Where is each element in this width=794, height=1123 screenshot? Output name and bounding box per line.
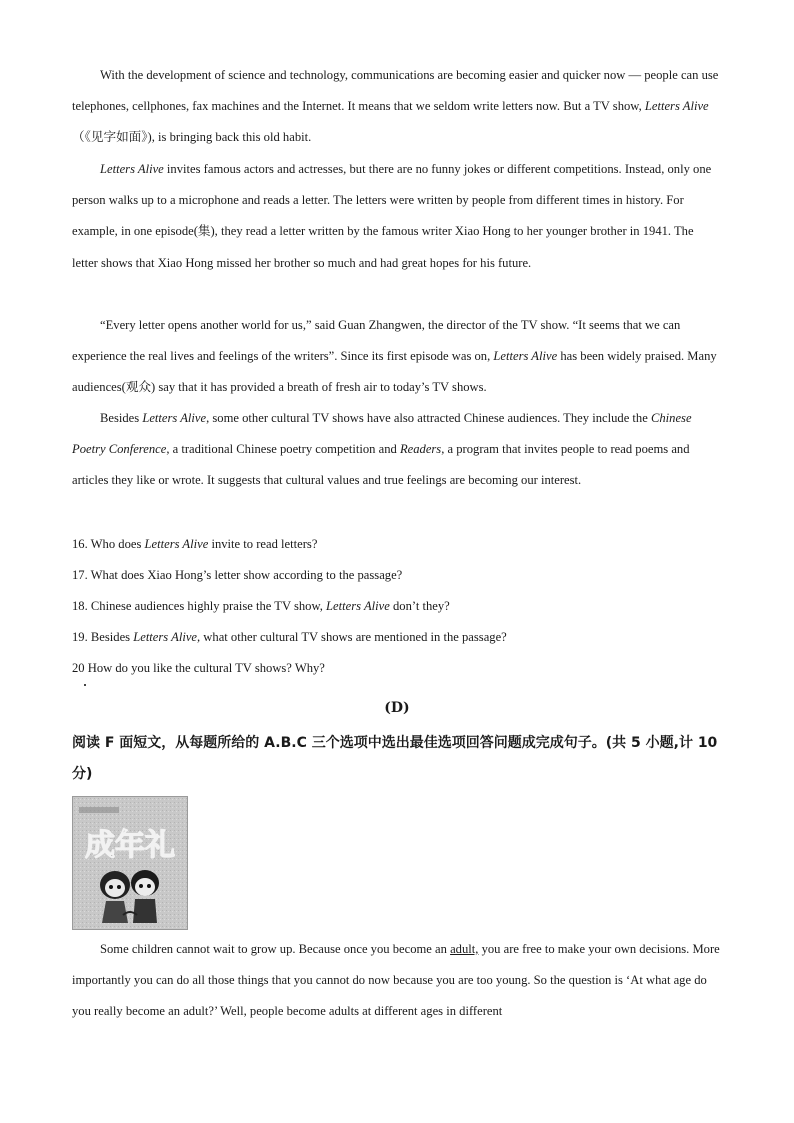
section-d-heading: (D): [384, 700, 410, 716]
question-text: 17. What does Xiao Hong’s letter show according to the passage?: [72, 568, 403, 582]
paragraph-text: , some other cultural TV shows have also attracted Chinese audiences. They include the: [206, 411, 651, 425]
question-text: don’t they?: [389, 599, 450, 613]
question-text: 18. Chinese audiences highly praise the TV show,: [72, 599, 327, 613]
question-18: [72, 599, 450, 614]
paragraph-text: Besides: [100, 411, 143, 425]
paragraph-text: （《见字如面》), is bringing back this old habit.: [72, 130, 312, 145]
show-title: Readers: [399, 442, 442, 457]
question-19: [72, 630, 507, 645]
underlined-word: adult,: [450, 942, 479, 956]
question-text: 20 How do you like the cultural TV shows? Why?: [72, 661, 325, 675]
passage-c-paragraph-4: [72, 403, 722, 497]
question-text: 19. Besides: [72, 630, 134, 644]
passage-c-paragraph-1: [72, 60, 722, 154]
image-caption: 成年礼: [85, 828, 175, 863]
paragraph-text: , a program that invites people to read poems and articles they like or wrote. It suggests that cultural values and true feelings are becoming our interest.: [72, 442, 690, 488]
show-title: Letters Alive: [644, 99, 709, 114]
paragraph-text: invites famous actors and actresses, but there are no funny jokes or different competitions. Instead, only one person walks up to a microphone and reads a letter. The letters were written by people from different times in history. For example, in one episode(集), they read a letter written by the famous writer Xiao Hong to her younger brother in 1941. The letter shows that Xiao Hong missed her brother so much and had great hopes for his future.: [72, 162, 712, 270]
paragraph-text: “Every letter opens another world for us,” said Guan Zhangwen, the director of the TV show. “It seems that we can experience the real lives and feelings of the writers”. Since its first episode was on,: [72, 318, 681, 364]
cartoon-couple-illustration: [73, 797, 187, 929]
show-title: Letters Alive: [142, 411, 207, 425]
coming-of-age-image: [72, 796, 188, 930]
show-title: Letters Alive,: [133, 630, 201, 644]
show-title: Letters Alive: [493, 349, 558, 364]
passage-d-paragraph-1: [72, 934, 722, 1028]
question-17: [72, 568, 402, 583]
show-title: Chinese Poetry Conference: [72, 411, 692, 457]
paragraph-text: , a traditional Chinese poetry competition and: [166, 442, 400, 457]
paragraph-text: Some children cannot wait to grow up. Because once you become an: [100, 942, 451, 956]
show-title: Letters Alive: [326, 599, 390, 613]
show-title: Letters Alive: [144, 537, 209, 551]
stray-mark: [84, 684, 86, 686]
question-text: 16. Who does: [72, 537, 145, 551]
question-text: invite to read letters?: [208, 537, 318, 551]
paragraph-text: you are free to make your own decisions. More importantly you can do all those things that you cannot do now because you are too young. So the question is ‘At what age do you really become an adult?’ Well, people become adults at different ages in different: [72, 942, 720, 1019]
section-d-instructions: 阅读 F 面短文，从每题所给的 A.B.C 三个选项中选出最佳选项回答问题成完成句子。(共 5 小题,计 10 分): [72, 735, 718, 782]
passage-c-paragraph-3: [72, 310, 722, 404]
show-title: Letters Alive: [100, 162, 164, 176]
question-16: [72, 537, 317, 552]
question-text: what other cultural TV shows are mentioned in the passage?: [200, 630, 507, 644]
paragraph-text: has been widely praised. Many audiences(观众) say that it has provided a breath of fresh air to today’s TV shows.: [72, 349, 717, 395]
paragraph-text: With the development of science and technology, communications are becoming easier and quicker now — people can use telephones, cellphones, fax machines and the Internet. It means that we seldom write letters now. But a TV show,: [72, 68, 719, 114]
passage-c-paragraph-2: [72, 154, 722, 279]
question-20: [72, 661, 325, 676]
